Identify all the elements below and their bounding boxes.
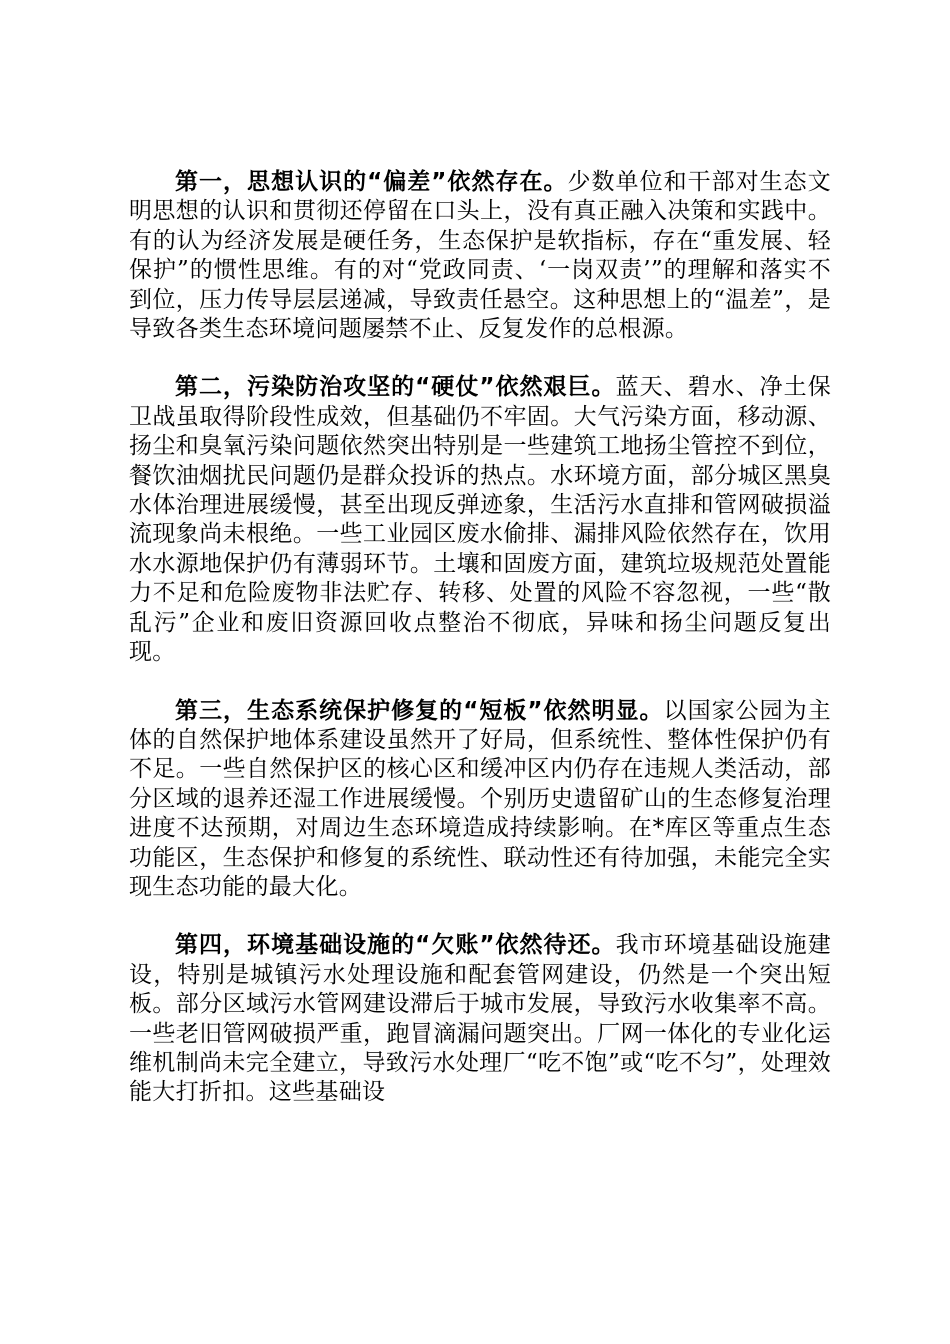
paragraph-body: 少数单位和干部对生态文明思想的认识和贯彻还停留在口头上，没有真正融入决策和实践中。有的认为经济发展是硬任务，生态保护是软指标，存在“重发展、轻保护”的惯性思维。有的对“党政同责、‘一岗双责’”的理解和落实不到位，压力传导层层递减，导致责任悬空。这种思想上的“温差”，是导致各类生态环境问题屡禁不止、反复发作的总根源。: [129, 169, 831, 343]
paragraph-fourth: [129, 931, 831, 1107]
paragraph-body: 我市环境基础设施建设，特别是城镇污水处理设施和配套管网建设，仍然是一个突出短板。部分区域污水管网建设滞后于城市发展，导致污水收集率不高。一些老旧管网破损严重，跑冒滴漏问题突出。厂网一体化的专业化运维机制尚未完全建立，导致污水处理厂“吃不饱”或“吃不匀”，处理效能大打折扣。这些基础设: [129, 932, 831, 1106]
paragraph-body: 蓝天、碧水、净土保卫战虽取得阶段性成效，但基础仍不牢固。大气污染方面，移动源、扬尘和臭氧污染问题依然突出特别是一些建筑工地扬尘管控不到位，餐饮油烟扰民问题仍是群众投诉的热点。水环境方面，部分城区黑臭水体治理进展缓慢，甚至出现反弹迹象，生活污水直排和管网破损溢流现象尚未根绝。一些工业园区废水偷排、漏排风险依然存在，饮用水水源地保护仍有薄弱环节。土壤和固废方面，建筑垃圾规范处置能力不足和危险废物非法贮存、转移、处置的风险不容忽视，一些“散乱污”企业和废旧资源回收点整治不彻底，异味和扬尘问题反复出现。: [129, 374, 831, 666]
paragraph-heading: 第三，生态系统保护修复的“短板”依然明显。: [175, 697, 664, 724]
paragraph-first: [129, 168, 831, 344]
paragraph-heading: 第一，思想认识的“偏差”依然存在。: [175, 169, 568, 195]
document-page: [129, 168, 831, 1137]
paragraph-body: 以国家公园为主体的自然保护地体系建设虽然开了好局，但系统性、整体性保护仍有不足。一些自然保护区的核心区和缓冲区内仍存在违规人类活动，部分区域的退养还湿工作进展缓慢。个别历史遗留矿山的生态修复治理进度不达预期，对周边生态环境造成持续影响。在*库区等重点生态功能区，生态保护和修复的系统性、联动性还有待加强，未能完全实现生态功能的最大化。: [129, 697, 831, 900]
paragraph-second: [129, 373, 831, 667]
paragraph-heading: 第二，污染防治攻坚的“硬仗”依然艰巨。: [175, 374, 616, 401]
paragraph-third: [129, 697, 831, 903]
paragraph-heading: 第四，环境基础设施的“欠账”依然待还。: [175, 932, 616, 959]
